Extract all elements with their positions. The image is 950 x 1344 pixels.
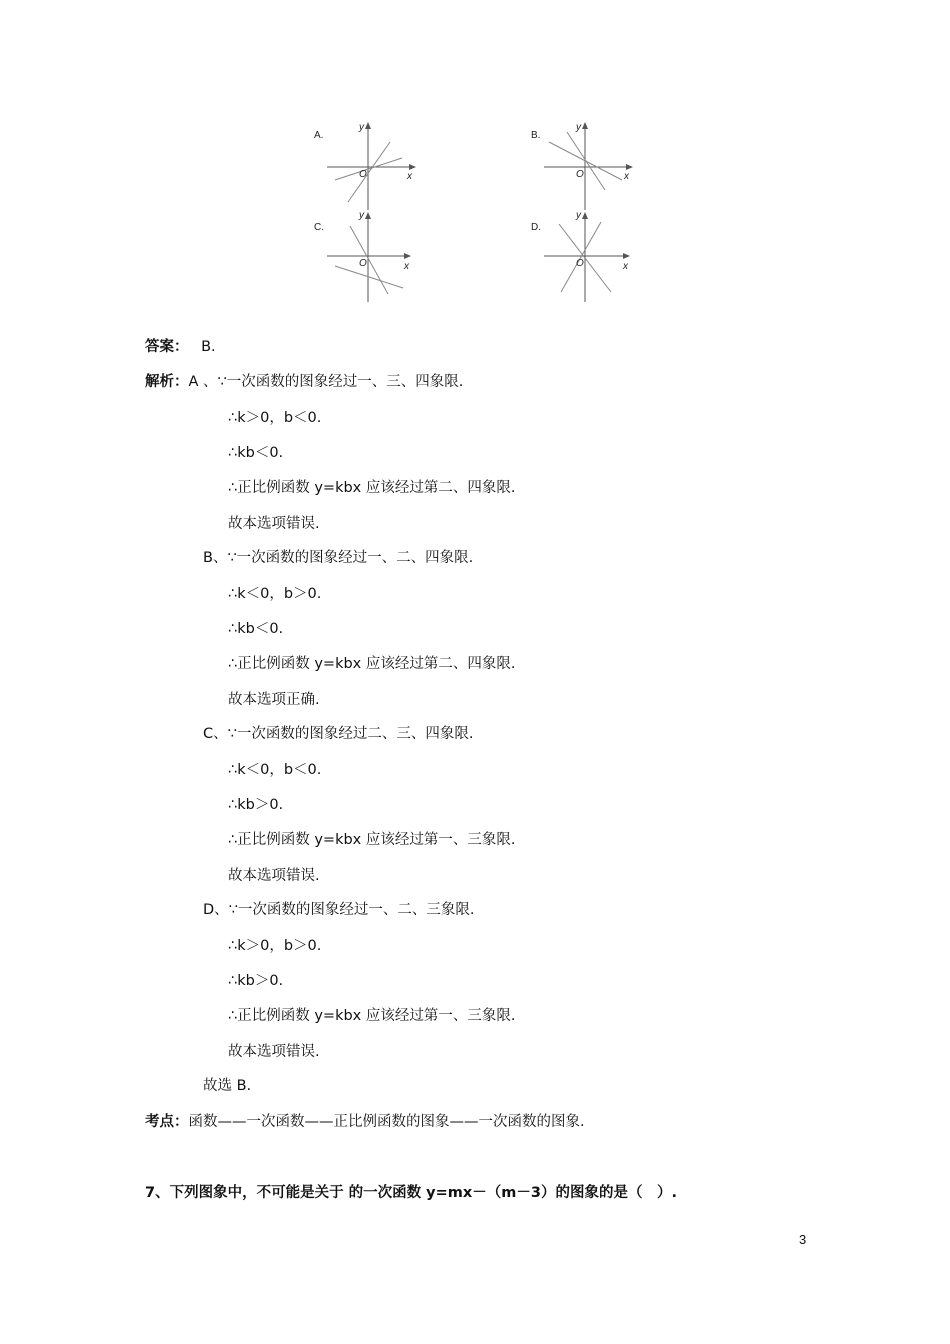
graph-a bbox=[310, 120, 430, 210]
kaodian-text: 函数——一次函数——正比例函数的图象——一次函数的图象. bbox=[188, 1114, 585, 1130]
graph-c-plot bbox=[310, 212, 430, 302]
analysis-line: 故本选项错误. bbox=[228, 1044, 320, 1060]
y-axis-label: y bbox=[576, 210, 581, 221]
y-axis-label: y bbox=[359, 210, 364, 221]
analysis-line: ∴正比例函数 y=kbx 应该经过第一、三象限. bbox=[228, 832, 516, 848]
y-axis-label: y bbox=[359, 122, 364, 133]
analysis-line: ∴正比例函数 y=kbx 应该经过第一、三象限. bbox=[228, 1008, 516, 1024]
analysis-line: 故选 B. bbox=[203, 1078, 252, 1094]
analysis-line: ∴k＜0，b＜0. bbox=[228, 762, 322, 778]
analysis-text: A 、∵一次函数的图象经过一、三、四象限. bbox=[188, 374, 464, 390]
graph-label: A. bbox=[314, 130, 324, 141]
answer-value: B. bbox=[201, 339, 216, 355]
page-number: 3 bbox=[799, 1232, 807, 1247]
analysis-line: ∴k＜0，b＞0. bbox=[228, 586, 322, 602]
origin-label: O bbox=[359, 169, 367, 180]
analysis-line: ∴正比例函数 y=kbx 应该经过第二、四象限. bbox=[228, 480, 516, 496]
answer-line bbox=[145, 337, 216, 357]
analysis-line: ∴k＞0，b＞0. bbox=[228, 938, 322, 954]
analysis-line: 故本选项正确. bbox=[228, 692, 320, 708]
analysis-line: ∴kb＜0. bbox=[228, 621, 284, 637]
kaodian-line bbox=[145, 1112, 585, 1132]
analysis-line: 故本选项错误. bbox=[228, 868, 320, 884]
kaodian-label: 考点： bbox=[145, 1114, 189, 1130]
question-7: 7、下列图象中，不可能是关于 的一次函数 y=mx－（m－3）的图象的是（ ）. bbox=[145, 1185, 677, 1201]
x-axis-label: x bbox=[623, 261, 628, 272]
origin-label: O bbox=[576, 169, 584, 180]
answer-label: 答案： bbox=[145, 339, 189, 355]
graph-label: D. bbox=[531, 222, 541, 233]
origin-label: O bbox=[359, 258, 367, 269]
graph-a-plot bbox=[310, 120, 430, 210]
graph-b-plot bbox=[527, 120, 647, 210]
analysis-line: 故本选项错误. bbox=[228, 516, 320, 532]
x-axis-label: x bbox=[404, 261, 409, 272]
x-axis-label: x bbox=[407, 171, 412, 182]
analysis-line: ∴kb＜0. bbox=[228, 445, 284, 461]
graph-label: C. bbox=[314, 222, 324, 233]
analysis-line: D、∵一次函数的图象经过一、二、三象限. bbox=[203, 902, 475, 918]
analysis-line: C、∵一次函数的图象经过二、三、四象限. bbox=[203, 726, 474, 742]
analysis-line: B、∵一次函数的图象经过一、二、四象限. bbox=[203, 550, 474, 566]
graph-d bbox=[527, 212, 647, 302]
analysis-label: 解析： bbox=[145, 374, 189, 390]
y-axis-label: y bbox=[576, 122, 581, 133]
graph-label: B. bbox=[531, 130, 541, 141]
x-axis-label: x bbox=[624, 171, 629, 182]
graph-b bbox=[527, 120, 647, 210]
analysis-line: ∴kb＞0. bbox=[228, 797, 284, 813]
origin-label: O bbox=[576, 258, 584, 269]
analysis-line: ∴k＞0，b＜0. bbox=[228, 410, 322, 426]
graph-d-plot bbox=[527, 212, 647, 302]
analysis-line-0 bbox=[145, 372, 463, 392]
analysis-line: ∴正比例函数 y=kbx 应该经过第二、四象限. bbox=[228, 656, 516, 672]
analysis-line: ∴kb＞0. bbox=[228, 973, 284, 989]
graph-c bbox=[310, 212, 430, 302]
